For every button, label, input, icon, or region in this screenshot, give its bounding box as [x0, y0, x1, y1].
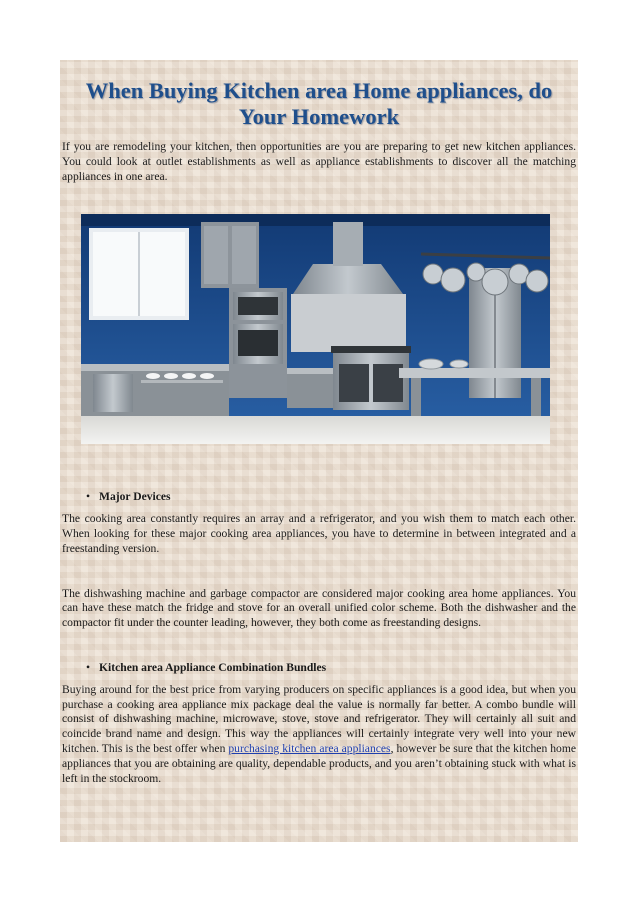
bullet-glyph: •	[86, 490, 91, 504]
combination-bundles-paragraph	[62, 683, 576, 787]
paragraph-text-after-link: , however be sure that the kitchen home appliances that you are obtaining are quality, dependable products, and you aren’t obtaining stuck with what is left in the stockroom.	[62, 741, 576, 785]
section-heading-label: Major Devices	[99, 490, 171, 504]
section-heading-label: Kitchen area Appliance Combination Bundles	[99, 660, 327, 674]
section-heading-major-devices	[62, 490, 576, 505]
section-heading-combination-bundles	[62, 661, 576, 676]
kitchen-illustration	[81, 214, 550, 444]
major-devices-paragraph-1: The cooking area constantly requires an array and a refrigerator, and you wish them to match each other. When looking for these major cooking area appliances, you have to determine in between integrated and a freestanding version.	[62, 512, 576, 555]
document-page	[60, 60, 578, 842]
kitchen-photo	[81, 214, 550, 444]
figure-container	[62, 214, 576, 444]
paragraph-text-before-link: Buying around for the best price from varying producers on specific appliances is a good idea, but when you purchase a cooking area appliance mix package deal the value is normally far better. A combo bundle will consist of dishwashing machine, microwave, stove, stove and refrigerator. They will certainly all suit and coincide brand name and design. This way the appliances will certainly integrate very well into your new kitchen. This is the best offer when	[62, 682, 576, 755]
major-devices-paragraph-2: The dishwashing machine and garbage compactor are considered major cooking area home appliances. You can have these match the fridge and stove for an overall unified color scheme. Both the dishwasher and the compactor fit under the counter leading, however, they both come as freestanding designs.	[62, 586, 576, 630]
page-title: When Buying Kitchen area Home appliances, do Your Homework	[85, 78, 553, 129]
bullet-glyph: •	[86, 660, 91, 674]
purchasing-appliances-link[interactable]: purchasing kitchen area appliances	[228, 741, 391, 755]
document-content	[62, 78, 576, 786]
intro-paragraph: If you are remodeling your kitchen, then opportunities are you are preparing to get new kitchen appliances. You could look at outlet establishments as well as appliance establishments to discover all the matching appliances in one area.	[62, 140, 576, 183]
